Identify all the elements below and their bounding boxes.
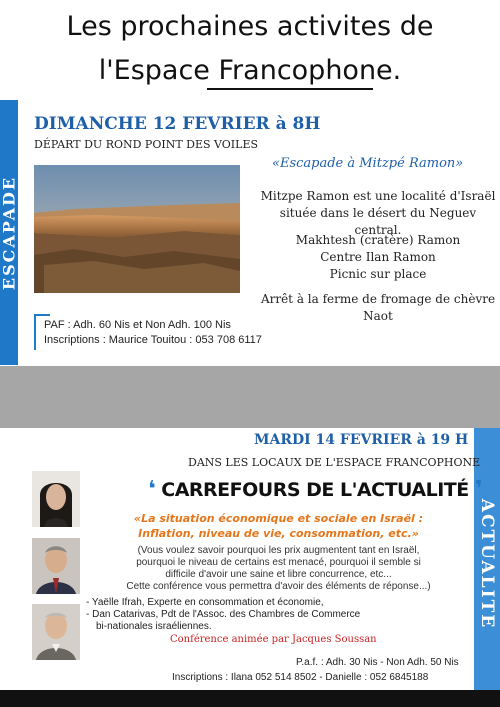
heading-underline (207, 88, 373, 90)
speaker-portrait-man-2 (32, 604, 80, 660)
escapade-departure: DÉPART DU ROND POINT DES VOILES (34, 138, 259, 151)
actualite-side-label: ACTUALITE (477, 498, 497, 630)
escapade-farm-stop: Arrêt à la ferme de fromage de chèvre Naot (260, 292, 496, 323)
conference-subject-line: «La situation économique et sociale en Israël : (133, 512, 424, 525)
actualite-paf: P.a.f. : Adh. 30 Nis - Non Adh. 50 Nis (296, 657, 459, 668)
page-heading-line-2: l'Espace Francophone. (98, 55, 402, 86)
desert-crater-photo (34, 165, 240, 293)
conference-body-line: (Vous voulez savoir pourquoi les prix augmentent tant en Israël, (137, 545, 420, 556)
speaker-portrait-man-1 (32, 538, 80, 594)
escapade-paf: PAF : Adh. 60 Nis et Non Adh. 100 Nis (44, 319, 231, 331)
conference-body-line: pourquoi le niveau de certains est menacé, pourquoi il semble si (136, 557, 421, 568)
escapade-date: DIMANCHE 12 FEVRIER à 8H (34, 114, 321, 134)
escapade-desc-line: située dans le désert du Neguev central. (279, 206, 477, 237)
actualite-inscriptions: Inscriptions : Ilana 052 514 8502 - Danielle : 052 6845188 (172, 672, 429, 683)
conference-moderator: Conférence animée par Jacques Soussan (170, 634, 377, 645)
carrefours-title-text: CARREFOURS DE L'ACTUALITÉ (161, 479, 469, 501)
speaker-line: - Dan Catarivas, Pdt de l'Assoc. des Chambres de Commerce (86, 609, 361, 620)
speaker-portrait-woman (32, 471, 80, 527)
quote-open-icon: ❛ (148, 477, 156, 502)
escapade-title: «Escapade à Mitzpé Ramon» (272, 156, 464, 171)
conference-subject-line: Inflation, niveau de vie, consommation, etc.» (138, 527, 419, 540)
gray-separator-band (0, 366, 500, 428)
escapade-point: Picnic sur place (329, 267, 427, 281)
escapade-point: Makhtesh (cratère) Ramon (295, 233, 461, 247)
carrefours-title (148, 477, 482, 502)
escapade-point: Centre Ilan Ramon (320, 250, 436, 264)
speaker-line: bi-nationales israéliennes. (96, 621, 212, 632)
actualite-date: MARDI 14 FEVRIER à 19 H (254, 432, 469, 448)
page-heading-line-1: Les prochaines activites de (66, 11, 434, 42)
bottom-black-bar (0, 690, 500, 707)
conference-body-line: Cette conférence vous permettra d'avoir des éléments de réponse...) (126, 581, 431, 592)
escapade-desc-line: Mitzpe Ramon est une localité d'Israël (260, 189, 496, 203)
escapade-inscriptions: Inscriptions : Maurice Touitou : 053 708 6117 (44, 334, 262, 346)
actualite-location: DANS LES LOCAUX DE L'ESPACE FRANCOPHONE (188, 456, 481, 469)
conference-body-line: difficile d'avoir une saine et libre concurrence, etc... (165, 569, 392, 580)
escapade-side-label: ESCAPADE (0, 175, 19, 291)
quote-close-icon: ❜ (474, 477, 482, 502)
speaker-line: - Yaëlle Ifrah, Experte en consommation et économie, (86, 597, 324, 608)
